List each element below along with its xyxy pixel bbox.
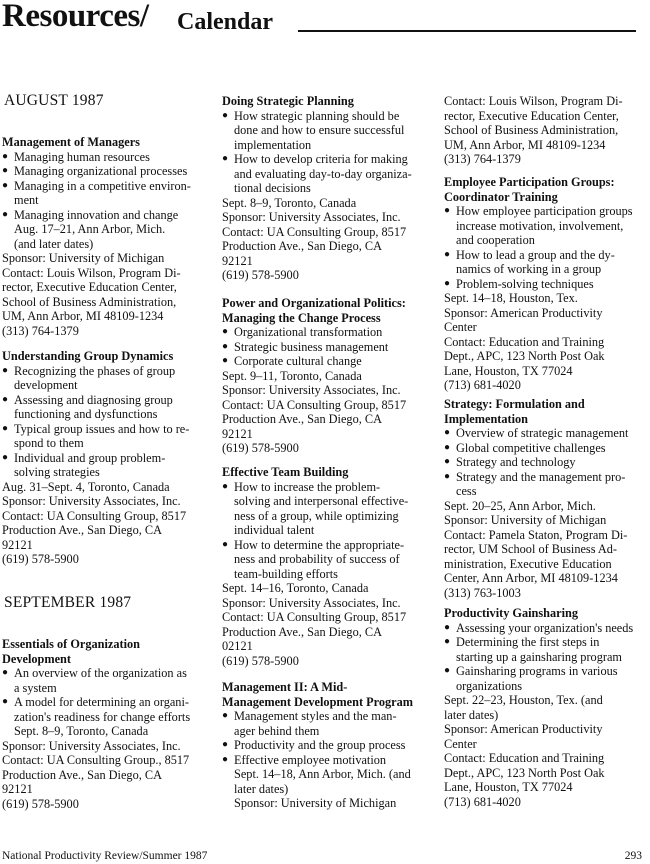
entry-line: Sept. 22–23, Houston, Tex. (and [444,693,603,707]
entry-line: organizations [456,678,523,693]
entry-line: ager behind them [234,723,320,738]
entry-line: (713) 681-4020 [444,794,521,809]
entry-line: Contact: Pamela Staton, Program Di- [444,527,628,542]
entry-line: tional decisions [234,181,311,195]
entry-line: Sept. 14–18, Houston, Tex. [444,291,578,305]
calendar-entry [222,465,408,668]
bullet-item: ● Strategic business management [222,340,406,355]
entry-line: (313) 763-1003 [444,585,521,600]
section-title: Resources/ [2,0,149,34]
entry-line: Contact: Education and Training [444,334,605,349]
entry-line: Production Ave., San Diego, CA [222,624,382,639]
entry-line: (313) 764-1379 [444,152,521,166]
bullet-item: ● Strategy and technology [444,455,628,470]
entry-title: Management of Managers [2,135,140,149]
entry-title: Implementation [444,411,529,426]
entry-line: Production Ave., San Diego, CA [2,767,162,782]
entry-line: Sept. 8–9, Toronto, Canada [14,724,149,738]
entry-line: Sept. 9–11, Toronto, Canada [222,368,362,383]
entry-line: rector, Executive Education Center, [2,280,177,294]
entry-line: rector, Executive Education Center, [444,108,619,123]
entry-title: Strategy: Formulation and [444,397,585,411]
entry-line: starting up a gainsharing program [456,649,622,664]
page-header [2,0,648,44]
entry-line: (313) 764-1379 [2,323,79,338]
bullet-item: ● Individual and group problem- [2,451,189,466]
entry-line: 92121 [2,537,33,552]
entry-line: ness and probability of success of [234,552,400,566]
entry-line: (619) 578-5900 [222,268,299,282]
entry-line: spond to them [14,436,84,450]
entry-title: Development [2,651,71,666]
section-subtitle: Calendar [177,9,273,35]
calendar-entry [222,94,412,283]
entry-line: development [14,378,78,392]
entry-line: Aug. 31–Sept. 4, Toronto, Canada [2,479,170,494]
entry-line: Dept., APC, 123 North Post Oak [444,765,605,780]
entry-line: done and how to ensure successful [234,123,405,137]
bullet-item: ● Corporate cultural change [222,354,406,369]
entry-line: individual talent [234,523,315,537]
entry-line: Sept. 8–9, Toronto, Canada [222,195,357,210]
calendar-entry [2,637,190,811]
entry-line: (619) 578-5900 [2,796,79,811]
bullet-item: ● Productivity and the group process [222,738,413,753]
entry-line: Lane, Houston, TX 77024 [444,363,573,378]
bullet-item: ● Determining the first steps in [444,635,633,650]
entry-title: Doing Strategic Planning [222,94,354,108]
entry-line: Dept., APC, 123 North Post Oak [444,349,605,363]
calendar-entry-continued [444,94,623,167]
entry-line: increase motivation, involvement, [456,218,624,233]
entry-line: Sponsor: American Productivity [444,722,603,736]
entry-line: Sponsor: University of Michigan [444,513,607,527]
bullet-item: ● Managing human resources [2,150,191,165]
entry-line: Sponsor: University of Michigan [234,796,397,810]
entry-line: Sponsor: University of Michigan [2,251,165,265]
bullet-item: ● Managing organizational processes [2,164,191,179]
bullet-item: ● How to lead a group and the dy- [444,248,633,263]
entry-line: rector, UM School of Business Ad- [444,542,618,556]
entry-line: Sponsor: University Associates, Inc. [222,595,401,610]
bullet-item: ● An overview of the organization as [2,666,190,681]
entry-line: ministration, Executive Education [444,556,612,571]
entry-line: Contact: UA Consulting Group, 8517 [222,397,407,412]
entry-line: (619) 578-5900 [222,653,299,668]
entry-line: UM, Ann Arbor, MI 48109-1234 [444,137,606,152]
bullet-item: ● Typical group issues and how to re- [2,422,189,437]
entry-title: Effective Team Building [222,465,349,479]
bullet-item: ● Management styles and the man- [222,709,413,724]
entry-title: Power and Organizational Politics: [222,296,406,310]
entry-line: Center [444,320,477,334]
entry-line: later dates) [234,781,289,796]
bullet-item: ● How to develop criteria for making [222,152,412,167]
entry-line: Production Ave., San Diego, CA [222,412,382,426]
entry-title: Management II: A Mid- [222,680,348,694]
bullet-item: ● A model for determining an organi- [2,695,190,710]
entry-line: Contact: Louis Wilson, Program Di- [444,94,623,108]
entry-line: namics of working in a group [456,262,602,276]
title-rule [298,30,636,32]
entry-line: and cooperation [456,233,535,247]
entry-line: 92121 [222,253,253,268]
entry-line: Sponsor: University Associates, Inc. [2,494,181,508]
calendar-entry [444,606,633,809]
entry-line: Sept. 14–18, Ann Arbor, Mich. (and [234,767,411,781]
entry-line: Production Ave., San Diego, CA [2,523,162,537]
entry-line: Contact: UA Consulting Group, 8517 [222,224,407,239]
entry-line: Aug. 17–21, Ann Arbor, Mich. [14,222,166,236]
entry-title: Essentials of Organization [2,637,141,651]
entry-line: team-building efforts [234,566,338,581]
bullet-item: ● Global competitive challenges [444,441,628,456]
entry-line: Sponsor: University Associates, Inc. [222,383,401,397]
entry-line: (619) 578-5900 [222,441,299,455]
bullet-item: ● Assessing and diagnosing group [2,393,189,408]
entry-line: Sept. 20–25, Ann Arbor, Mich. [444,498,596,513]
entry-line: later dates) [444,707,499,722]
entry-line: Contact: Education and Training [444,751,605,765]
entry-line: Sponsor: American Productivity [444,305,603,320]
entry-line: (713) 681-4020 [444,378,521,392]
entry-title: Management Development Program [222,694,414,709]
month-heading-august: AUGUST 1987 [4,92,104,109]
bullet-item: ● How employee participation groups [444,204,633,219]
calendar-entry [222,296,406,456]
entry-line: ment [14,193,39,207]
entry-line: Center, Ann Arbor, MI 48109-1234 [444,571,618,585]
calendar-entry [2,135,191,338]
bullet-item: ● Gainsharing programs in various [444,664,633,679]
entry-line: Sponsor: University Associates, Inc. [222,210,401,224]
calendar-entry [444,175,633,393]
entry-line: Sept. 14–16, Toronto, Canada [222,581,369,595]
entry-title: Productivity Gainsharing [444,606,579,620]
entry-line: 92121 [2,782,33,796]
bullet-item: ● How to increase the problem- [222,480,408,495]
entry-line: Contact: UA Consulting Group, 8517 [2,508,187,523]
bullet-item: ● How to determine the appropriate- [222,538,408,553]
bullet-item: ● Managing innovation and change [2,208,191,223]
bullet-item: ● Managing in a competitive environ- [2,179,191,194]
bullet-item: ● Recognizing the phases of group [2,364,189,379]
entry-line: a system [14,680,57,695]
footer-publication: National Productivity Review/Summer 1987 [2,850,208,862]
page-number: 293 [624,850,642,862]
month-heading-september: SEPTEMBER 1987 [4,594,132,611]
bullet-item: ● Organizational transformation [222,325,406,340]
entry-line: Center [444,736,477,751]
entry-title: Employee Participation Groups: [444,175,615,189]
entry-line: Sponsor: University Associates, Inc. [2,738,181,753]
entry-line: School of Business Administration, [444,123,619,137]
entry-line: Lane, Houston, TX 77024 [444,780,573,794]
entry-line: Contact: UA Consulting Group, 8517 [222,610,407,624]
bullet-item: ● Assessing your organization's needs [444,621,633,636]
bullet-item: ● Effective employee motivation [222,753,413,768]
bullet-item: ● Overview of strategic management [444,426,628,441]
entry-line: solving strategies [14,465,100,479]
calendar-entry [2,349,189,567]
entry-line: zation's readiness for change efforts [14,709,191,724]
entry-title: Coordinator Training [444,189,558,204]
bullet-item: ● How strategic planning should be [222,109,412,124]
bullet-item: ● Strategy and the management pro- [444,470,628,485]
entry-line: ness of a group, while optimizing [234,508,399,523]
entry-line: UM, Ann Arbor, MI 48109-1234 [2,309,164,323]
entry-line: and evaluating day-to-day organiza- [234,166,412,181]
entry-line: 02121 [222,639,253,653]
entry-line: implementation [234,137,312,152]
calendar-entry [444,397,628,600]
entry-title: Understanding Group Dynamics [2,349,174,363]
entry-title: Managing the Change Process [222,310,381,325]
entry-line: (619) 578-5900 [2,552,79,566]
entry-line: 92121 [222,426,253,441]
bullet-item: ● Problem-solving techniques [444,277,633,292]
entry-line: (and later dates) [14,236,94,251]
entry-line: Production Ave., San Diego, CA [222,239,382,253]
entry-line: cess [456,484,477,498]
entry-line: functioning and dysfunctions [14,407,158,421]
entry-line: Contact: Louis Wilson, Program Di- [2,265,181,280]
entry-line: solving and interpersonal effective- [234,494,409,508]
entry-line: Contact: UA Consulting Group., 8517 [2,753,190,767]
calendar-entry [222,680,413,811]
entry-line: School of Business Administration, [2,294,177,309]
